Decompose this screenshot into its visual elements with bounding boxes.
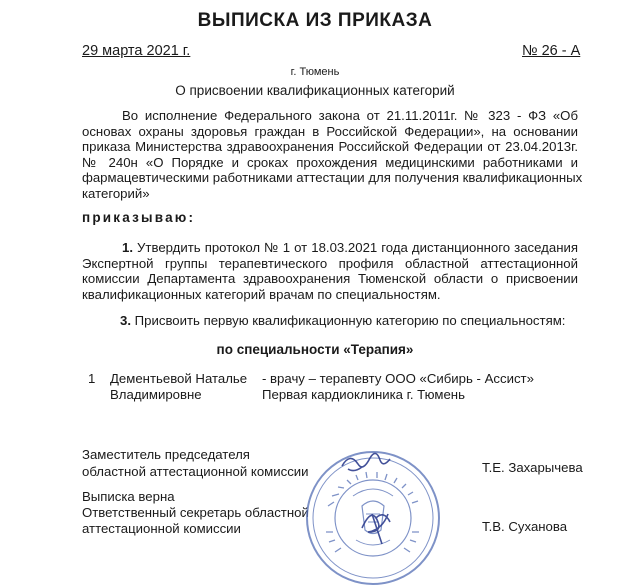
role-line: Ответственный секретарь областной: [82, 505, 309, 520]
order-item-text: Утвердить протокол № 1 от 18.03.2021 года дистанционного заседания: [137, 240, 578, 255]
order-item-number: 3.: [120, 313, 131, 328]
order-item-line: [82, 240, 578, 256]
order-number: № 26 - А: [522, 43, 581, 59]
preamble-line: приказа Министерства здравоохранения Российской Федерации от 23.04.2013г.: [82, 139, 578, 155]
role-line: Выписка верна: [82, 489, 175, 504]
order-item-number: 1.: [122, 240, 133, 255]
signatory-role-2: [82, 489, 309, 537]
order-item-line: Экспертной группы терапевтического профиля областной аттестационной: [82, 255, 578, 271]
preamble-paragraph: [82, 108, 583, 202]
orders-heading: приказываю:: [82, 210, 196, 225]
order-item-line: комиссии Департамента здравоохранения Тюменской области о присвоении: [82, 271, 578, 287]
preamble-line: основах охраны здоровья граждан в Российской Федерации», на основании: [82, 123, 578, 139]
order-subject: О присвоении квалификационных категорий: [175, 83, 455, 98]
signatory-name-2: Т.В. Суханова: [482, 519, 568, 534]
specialty-heading: по специальности «Терапия»: [216, 342, 414, 357]
signatory-name-1: Т.Е. Захарычева: [482, 460, 583, 475]
table-row-number: 1: [88, 371, 96, 386]
preamble-line: Во исполнение Федерального закона от 21.11.2011г. № 323 - ФЗ «Об: [122, 108, 578, 123]
name-line: Дементьевой Наталье: [110, 371, 248, 386]
role-line: областной аттестационной комиссии: [82, 464, 309, 479]
order-item-text: Присвоить первую квалификационную категорию по специальностям:: [134, 313, 566, 328]
table-row-name: [110, 371, 247, 403]
table-row-description: [262, 371, 534, 403]
preamble-line: фармацевтическими работниками аттестации для получения квалификационных: [82, 170, 583, 186]
description-line: Первая кардиоклиника г. Тюмень: [262, 387, 465, 402]
order-item-1: [82, 240, 578, 302]
preamble-line: категорий»: [82, 185, 150, 201]
order-item-line: квалификационных категорий врачам по специальностям.: [82, 286, 441, 302]
round-seal-icon: [298, 436, 448, 586]
order-city: г. Тюмень: [290, 66, 340, 78]
document-title: ВЫПИСКА ИЗ ПРИКАЗА: [197, 10, 433, 31]
preamble-line: № 240н «О Порядке и сроках прохождения медицинскими работниками и: [82, 154, 578, 170]
order-date: 29 марта 2021 г.: [82, 43, 191, 59]
signatory-role-1: [82, 446, 309, 480]
role-line: Заместитель председателя: [82, 447, 250, 462]
order-item-3: [120, 313, 565, 328]
description-line: - врачу – терапевту ООО «Сибирь - Ассист»: [262, 371, 534, 386]
role-line: аттестационной комиссии: [82, 521, 241, 536]
name-line: Владимировне: [110, 387, 202, 402]
